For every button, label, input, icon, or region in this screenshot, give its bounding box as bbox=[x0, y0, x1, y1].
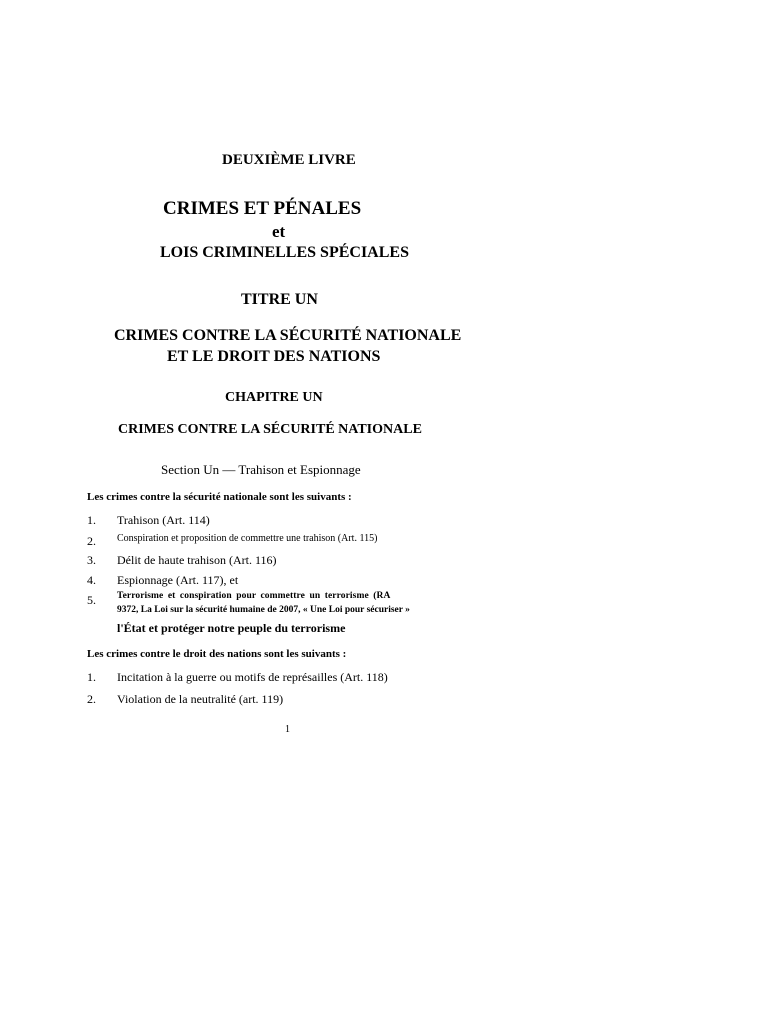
titre-name-line1: CRIMES CONTRE LA SÉCURITÉ NATIONALE bbox=[114, 327, 462, 344]
list-item: Espionnage (Art. 117), et bbox=[117, 573, 239, 587]
titre-heading: TITRE UN bbox=[241, 291, 318, 308]
chapter-heading: CHAPITRE UN bbox=[225, 390, 323, 405]
list-item-number: 3. bbox=[87, 553, 96, 567]
list-item: Conspiration et proposition de commettre une trahison (Art. 115) bbox=[117, 533, 378, 544]
main-title-line2: LOIS CRIMINELLES SPÉCIALES bbox=[160, 244, 409, 261]
chapter-name: CRIMES CONTRE LA SÉCURITÉ NATIONALE bbox=[118, 422, 422, 437]
main-title-conjunction: et bbox=[272, 222, 286, 241]
main-title-line1: CRIMES ET PÉNALES bbox=[163, 198, 362, 219]
list-item-number: 4. bbox=[87, 573, 96, 587]
titre-name-line2: ET LE DROIT DES NATIONS bbox=[167, 348, 381, 365]
list-item-number: 5. bbox=[87, 593, 96, 607]
list-item: Violation de la neutralité (art. 119) bbox=[117, 692, 284, 706]
list-item-number: 1. bbox=[87, 513, 96, 527]
list-item: Délit de haute trahison (Art. 116) bbox=[117, 553, 277, 567]
list-item-number: 2. bbox=[87, 534, 96, 548]
list-item-line: Terrorisme et conspiration pour commettre un terrorisme (RA bbox=[117, 591, 391, 601]
list-item-line: l'État et protéger notre peuple du terrorisme bbox=[117, 621, 346, 635]
page-number: 1 bbox=[285, 724, 290, 735]
section-heading: Section Un — Trahison et Espionnage bbox=[161, 462, 361, 477]
list-item-line: 9372, La Loi sur la sécurité humaine de 2007, « Une Loi pour sécuriser » bbox=[117, 605, 410, 615]
list-item-number: 1. bbox=[87, 670, 96, 684]
book-heading: DEUXIÈME LIVRE bbox=[222, 152, 356, 168]
list-item: Trahison (Art. 114) bbox=[117, 513, 210, 527]
list-intro-law-of-nations: Les crimes contre le droit des nations sont les suivants : bbox=[87, 648, 347, 660]
list-item: Incitation à la guerre ou motifs de représailles (Art. 118) bbox=[117, 670, 388, 684]
list-intro-national-security: Les crimes contre la sécurité nationale sont les suivants : bbox=[87, 491, 352, 503]
list-item-number: 2. bbox=[87, 692, 96, 706]
